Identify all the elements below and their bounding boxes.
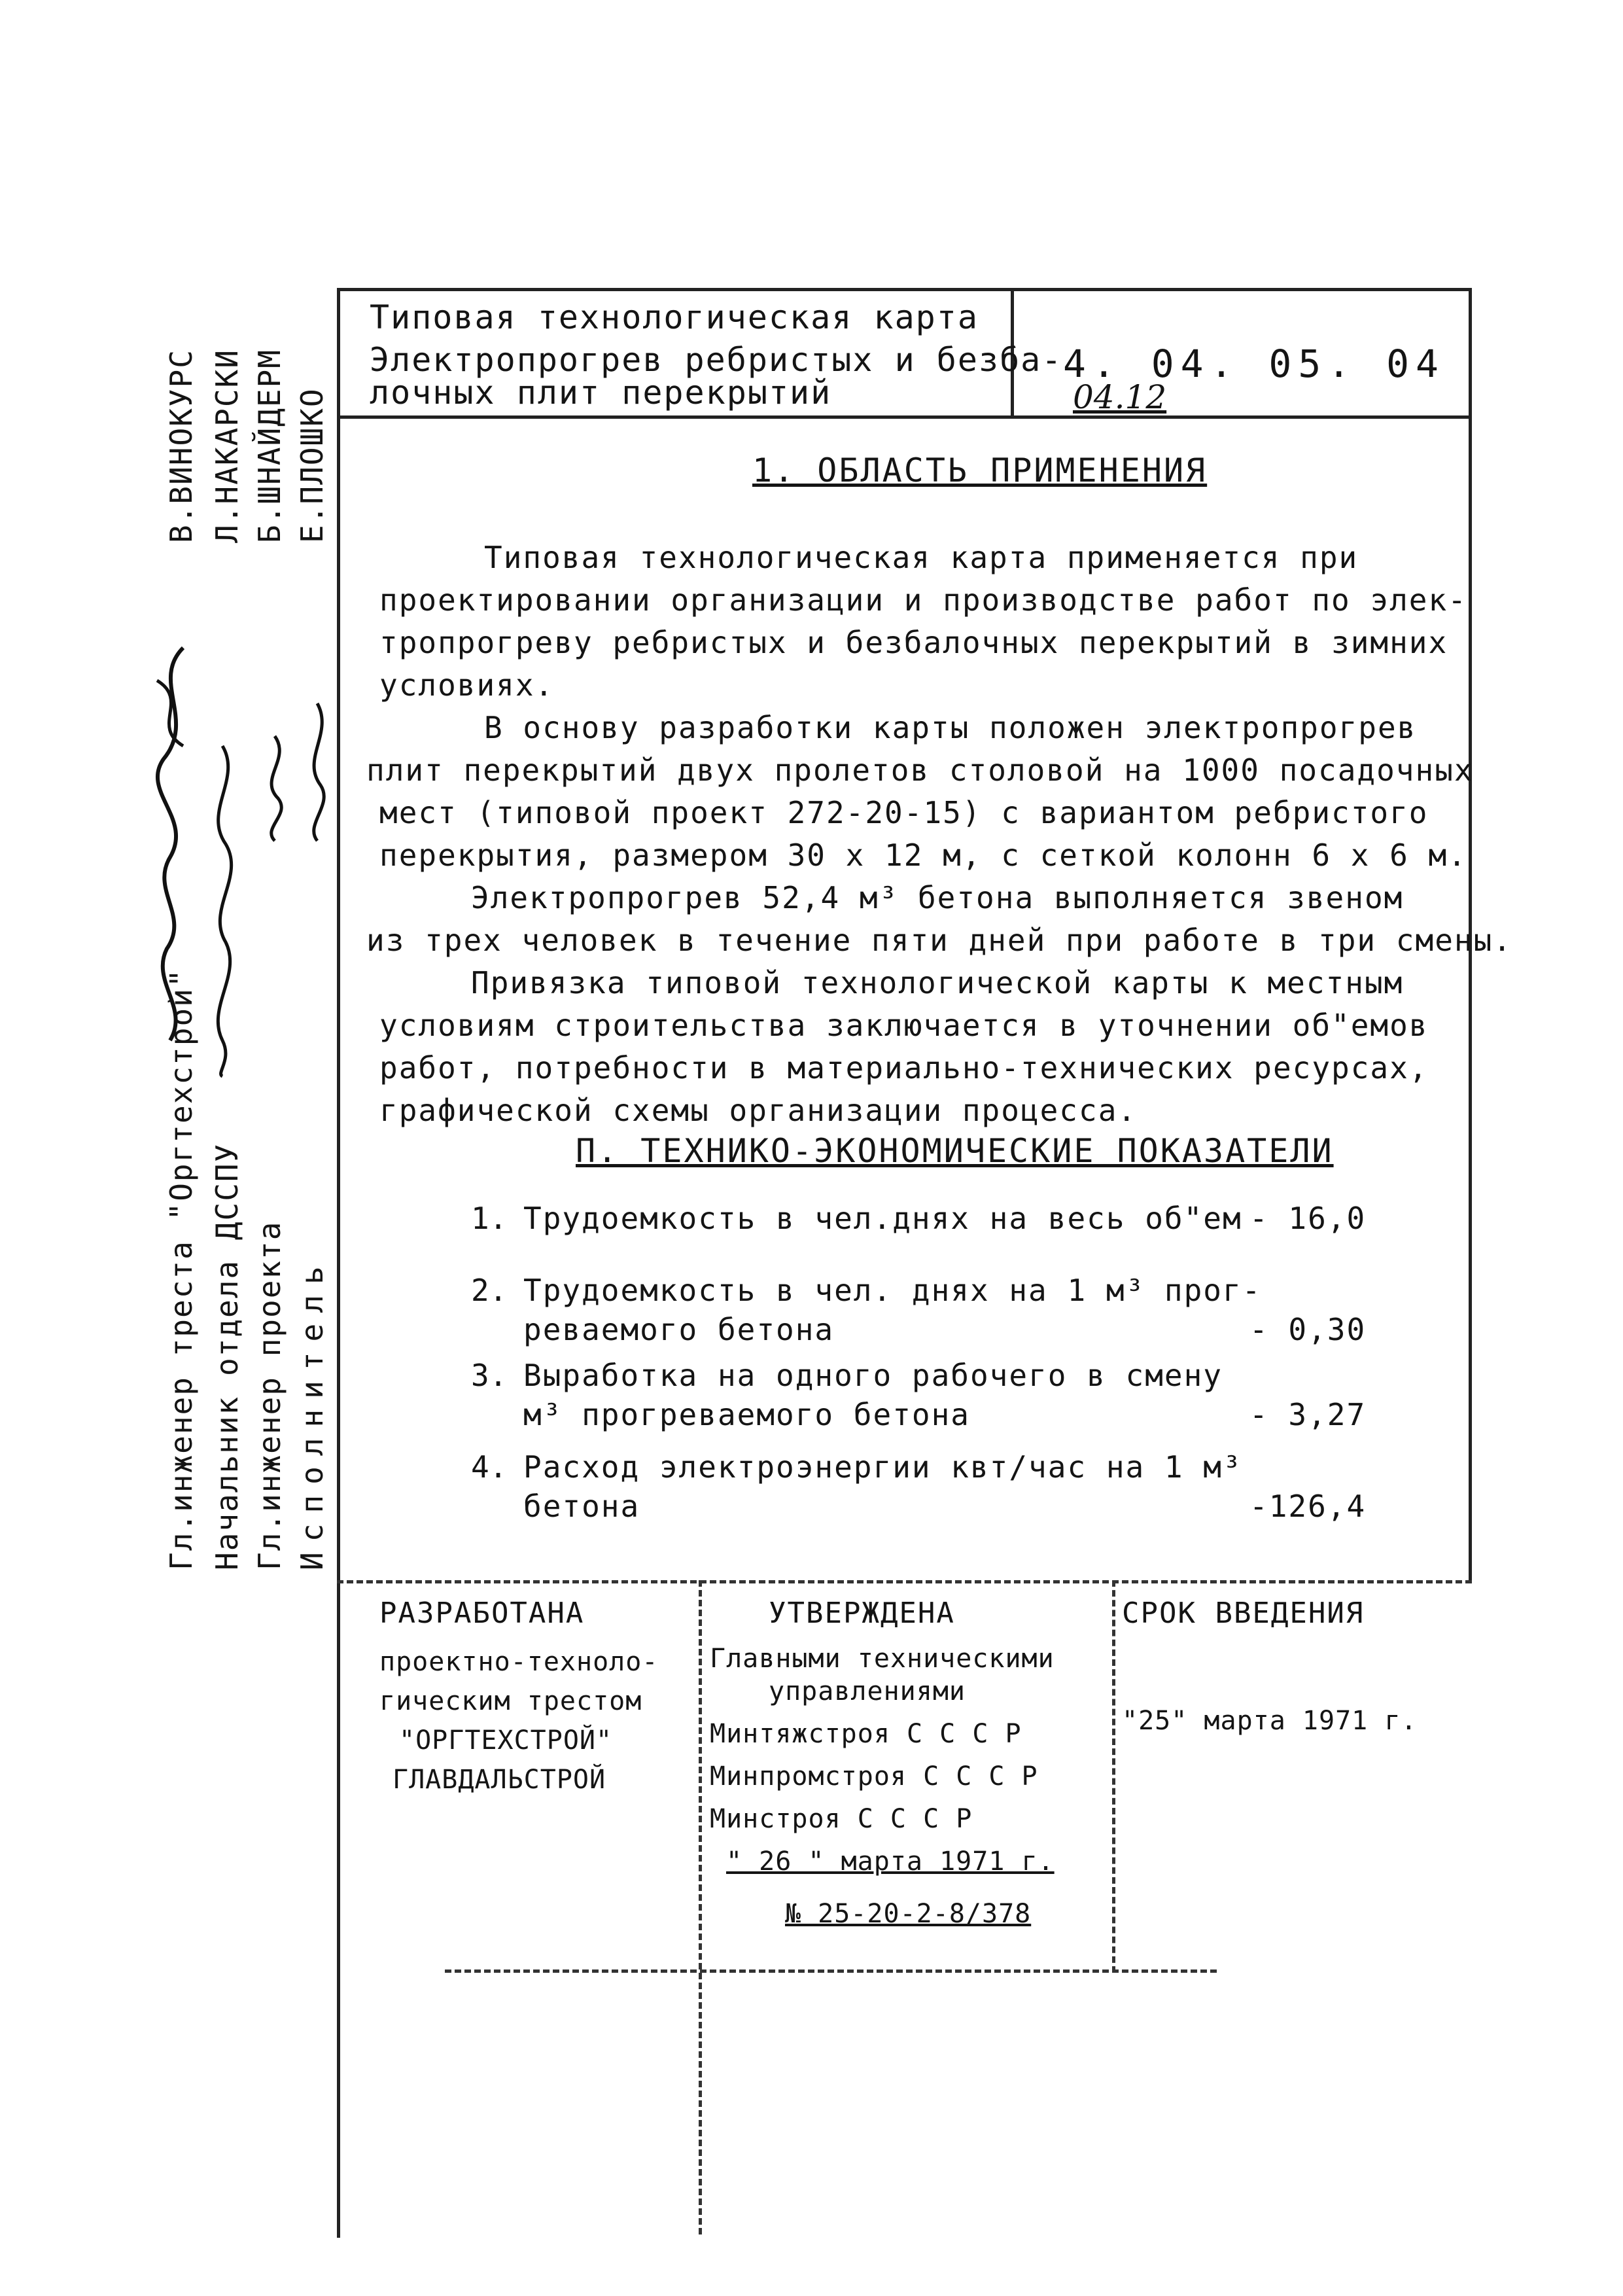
approved-reg-number: № 25-20-2-8/378 bbox=[785, 1899, 1032, 1929]
approved-line: Главными техническими bbox=[710, 1644, 1055, 1674]
indicator-value: - 0,30 bbox=[1249, 1312, 1367, 1347]
effective-title: СРОК ВВЕДЕНИЯ bbox=[1122, 1597, 1365, 1630]
name-3: Б.ШНАЙДЕРМ bbox=[252, 349, 287, 543]
name-2: Л.НАКАРСКИ bbox=[209, 349, 245, 543]
effective-date: "25" марта 1971 г. bbox=[1122, 1706, 1418, 1736]
indicator-text-cont: бетона bbox=[523, 1489, 640, 1524]
subject-line-1: Электропрогрев ребристых и безба- bbox=[370, 341, 1063, 379]
indicator-value: - 3,27 bbox=[1249, 1397, 1367, 1432]
indicator-number: 2. bbox=[471, 1273, 508, 1308]
indicator-value: - 16,0 bbox=[1249, 1201, 1367, 1236]
footer-bottom-line bbox=[445, 1969, 1217, 1973]
section-2-title: П. ТЕХНИКО-ЭКОНОМИЧЕСКИЕ ПОКАЗАТЕЛИ bbox=[576, 1132, 1334, 1170]
indicator-text: Трудоемкость в чел.днях на весь об"ем bbox=[523, 1201, 1242, 1236]
indicator-text-cont: м³ прогреваемого бетона bbox=[523, 1397, 970, 1432]
indicator-number: 1. bbox=[471, 1201, 508, 1236]
indicator-text: Расход электроэнергии квт/час на 1 м³ bbox=[523, 1449, 1242, 1485]
approved-line: Минпромстроя С С С Р bbox=[710, 1761, 1038, 1792]
header-bottom-border bbox=[337, 415, 1472, 419]
indicator-text: Трудоемкость в чел. днях на 1 м³ прог- bbox=[523, 1273, 1262, 1308]
document-code: 4. 04. 05. 04 bbox=[1063, 342, 1445, 386]
signature-4 bbox=[294, 700, 340, 844]
section-1-line: Электропрогрев 52,4 м³ бетона выполняется звеном bbox=[471, 880, 1404, 915]
section-1-line: условиях. bbox=[379, 667, 555, 703]
document-subcode: 04.12 bbox=[1073, 378, 1167, 416]
name-4: Е.ПЛОШКО bbox=[294, 387, 330, 543]
section-1-line: работ, потребности в материально-технических ресурсах, bbox=[379, 1050, 1429, 1086]
approved-title: УТВЕРЖДЕНА bbox=[769, 1597, 955, 1630]
developed-line: ГЛАВДАЛЬСТРОЙ bbox=[393, 1765, 606, 1795]
developed-line: гическим трестом bbox=[379, 1686, 642, 1716]
indicator-text: Выработка на одного рабочего в смену bbox=[523, 1358, 1223, 1393]
developed-title: РАЗРАБОТАНА bbox=[379, 1597, 585, 1630]
frame-top-border bbox=[337, 288, 1472, 291]
section-1-line: В основу разработки карты положен электропрогрев bbox=[484, 710, 1417, 745]
indicator-number: 3. bbox=[471, 1358, 508, 1393]
section-1-line: перекрытия, размером 30 х 12 м, с сеткой колонн 6 х 6 м. bbox=[379, 838, 1467, 873]
section-1-title: 1. ОБЛАСТЬ ПРИМЕНЕНИЯ bbox=[752, 451, 1208, 489]
signature-2 bbox=[196, 739, 249, 1080]
section-1-line: проектировании организации и производстве работ по элек- bbox=[379, 582, 1467, 618]
approved-line: управлениями bbox=[769, 1676, 966, 1706]
title-1: Гл.инженер треста "Оргтехстрой" bbox=[164, 968, 199, 1570]
section-1-line: из трех человек в течение пяти дней при работе в три смены. bbox=[366, 923, 1512, 958]
section-1-line: мест (типовой проект 272-20-15) с вариантом ребристого bbox=[379, 795, 1429, 830]
card-title: Типовая технологическая карта bbox=[370, 298, 979, 336]
title-2: Начальник отдела ДССПУ bbox=[209, 1142, 245, 1570]
title-3: Гл.инженер проекта bbox=[252, 1220, 287, 1570]
frame-left-border bbox=[337, 288, 340, 2238]
indicator-text-cont: реваемого бетона bbox=[523, 1312, 835, 1347]
section-1-line: плит перекрытий двух пролетов столовой на 1000 посадочных bbox=[366, 752, 1474, 788]
footer-divider-2 bbox=[1112, 1580, 1115, 1973]
approved-line: Минтяжстроя С С С Р bbox=[710, 1719, 1022, 1749]
indicator-value: -126,4 bbox=[1249, 1489, 1367, 1524]
footer-divider-1 bbox=[699, 1580, 702, 2234]
section-1-line: условиям строительства заключается в уточнении об"емов bbox=[379, 1008, 1429, 1043]
section-1-line: тропрогреву ребристых и безбалочных перекрытий в зимних bbox=[379, 625, 1448, 660]
section-1-line: графической схемы организации процесса. bbox=[379, 1093, 1138, 1128]
subject-line-2: лочных плит перекрытий bbox=[370, 374, 832, 412]
developed-line: проектно-техноло- bbox=[379, 1647, 659, 1677]
approved-line: Минстроя С С С Р bbox=[710, 1804, 973, 1834]
footer-top-line bbox=[337, 1580, 1472, 1583]
signature-1 bbox=[144, 641, 203, 1047]
signature-3 bbox=[252, 733, 298, 844]
developed-line: "ОРГТЕХСТРОЙ" bbox=[399, 1725, 613, 1756]
section-1-line: Привязка типовой технологической карты к местным bbox=[471, 965, 1404, 1000]
title-4: Исполнитель bbox=[294, 1256, 330, 1570]
approved-date: " 26 " марта 1971 г. bbox=[726, 1846, 1055, 1877]
section-1-line: Типовая технологическая карта применяется при bbox=[484, 540, 1359, 575]
indicator-number: 4. bbox=[471, 1449, 508, 1485]
name-1: В.ВИНОКУРС bbox=[164, 349, 199, 543]
